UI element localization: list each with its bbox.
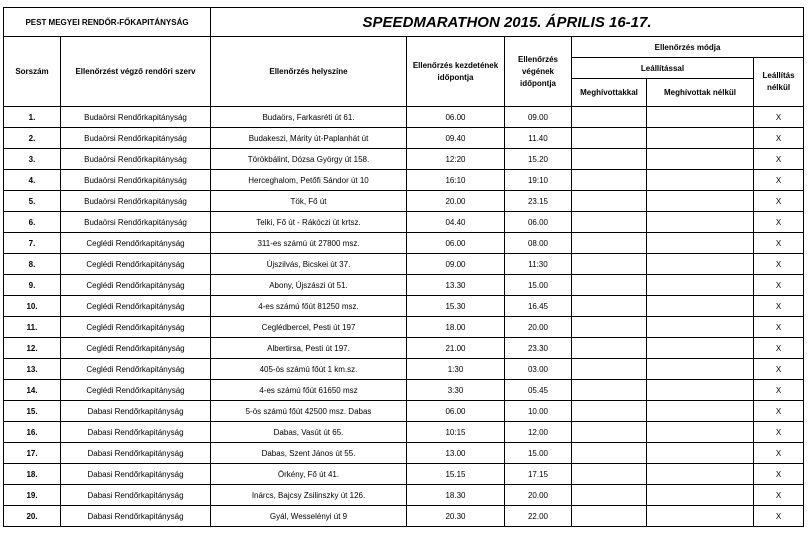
row-end: 15.00 <box>505 443 572 464</box>
row-no-stop: X <box>754 212 804 233</box>
row-location: Inárcs, Bajcsy Zsilinszky út 126. <box>211 485 407 506</box>
col-helyszin: Ellenőrzés helyszíne <box>211 37 407 107</box>
row-no-stop: X <box>754 506 804 527</box>
row-with-invited <box>572 170 647 191</box>
row-unit: Budaörsi Rendőrkapitányság <box>61 107 211 128</box>
title-row <box>4 8 804 37</box>
row-without-invited <box>647 338 754 359</box>
row-start: 15.15 <box>407 464 505 485</box>
row-start: 20.30 <box>407 506 505 527</box>
col-meghivottak-nelkul: Meghívottak nélkül <box>647 79 754 107</box>
row-end: 20.00 <box>505 485 572 506</box>
row-no-stop: X <box>754 317 804 338</box>
table-row <box>4 233 804 254</box>
row-end: 15.20 <box>505 149 572 170</box>
row-no-stop: X <box>754 443 804 464</box>
row-start: 1:30 <box>407 359 505 380</box>
row-with-invited <box>572 296 647 317</box>
row-no-stop: X <box>754 359 804 380</box>
table-row <box>4 443 804 464</box>
col-sorszam: Sorszám <box>4 37 61 107</box>
row-start: 06.00 <box>407 107 505 128</box>
row-no-stop: X <box>754 128 804 149</box>
row-no-stop: X <box>754 296 804 317</box>
row-number: 20. <box>4 506 61 527</box>
row-location: Gyál, Wesselényi út 9 <box>211 506 407 527</box>
row-no-stop: X <box>754 233 804 254</box>
row-location: Dabas, Szent János út 55. <box>211 443 407 464</box>
row-without-invited <box>647 212 754 233</box>
row-start: 18.30 <box>407 485 505 506</box>
row-unit: Budaörsi Rendőrkapitányság <box>61 212 211 233</box>
row-start: 06.00 <box>407 401 505 422</box>
row-with-invited <box>572 212 647 233</box>
row-end: 03.00 <box>505 359 572 380</box>
row-number: 15. <box>4 401 61 422</box>
col-leallitas-nelkul: Leállítás nélkül <box>754 58 804 107</box>
row-location: Dabas, Vasút út 65. <box>211 422 407 443</box>
row-end: 11:30 <box>505 254 572 275</box>
row-without-invited <box>647 422 754 443</box>
row-with-invited <box>572 443 647 464</box>
table-row <box>4 107 804 128</box>
row-end: 15.00 <box>505 275 572 296</box>
row-unit: Ceglédi Rendőrkapitányság <box>61 254 211 275</box>
row-number: 11. <box>4 317 61 338</box>
row-unit: Budaörsi Rendőrkapitányság <box>61 149 211 170</box>
row-location: Albertirsa, Pesti út 197. <box>211 338 407 359</box>
row-end: 08.00 <box>505 233 572 254</box>
speedmarathon-table <box>3 7 804 527</box>
row-with-invited <box>572 401 647 422</box>
row-number: 7. <box>4 233 61 254</box>
row-unit: Budaörsi Rendőrkapitányság <box>61 191 211 212</box>
row-without-invited <box>647 359 754 380</box>
row-end: 10.00 <box>505 401 572 422</box>
row-with-invited <box>572 233 647 254</box>
col-veg: Ellenőrzés végének időpontja <box>505 37 572 107</box>
row-no-stop: X <box>754 485 804 506</box>
col-szerv: Ellenőrzést végző rendőri szerv <box>61 37 211 107</box>
row-number: 1. <box>4 107 61 128</box>
row-unit: Ceglédi Rendőrkapitányság <box>61 359 211 380</box>
table-row <box>4 212 804 233</box>
row-end: 19:10 <box>505 170 572 191</box>
row-end: 23.15 <box>505 191 572 212</box>
row-location: Tök, Fő út <box>211 191 407 212</box>
row-start: 3:30 <box>407 380 505 401</box>
row-start: 06.00 <box>407 233 505 254</box>
row-with-invited <box>572 275 647 296</box>
row-no-stop: X <box>754 464 804 485</box>
row-with-invited <box>572 338 647 359</box>
table-row <box>4 254 804 275</box>
row-unit: Dabasi Rendőrkapitányság <box>61 401 211 422</box>
row-number: 6. <box>4 212 61 233</box>
table-row <box>4 128 804 149</box>
row-end: 20.00 <box>505 317 572 338</box>
row-number: 12. <box>4 338 61 359</box>
row-without-invited <box>647 107 754 128</box>
col-kezdet: Ellenőrzés kezdetének időpontja <box>407 37 505 107</box>
row-no-stop: X <box>754 254 804 275</box>
row-location: Abony, Újszászi út 51. <box>211 275 407 296</box>
row-without-invited <box>647 191 754 212</box>
row-location: 405-ös számú főút 1 km.sz. <box>211 359 407 380</box>
row-no-stop: X <box>754 170 804 191</box>
row-location: Újszilvás, Bicskei út 37. <box>211 254 407 275</box>
row-location: 4-es számú főút 61650 msz <box>211 380 407 401</box>
row-number: 4. <box>4 170 61 191</box>
row-start: 09.00 <box>407 254 505 275</box>
row-number: 17. <box>4 443 61 464</box>
row-unit: Ceglédi Rendőrkapitányság <box>61 338 211 359</box>
row-no-stop: X <box>754 191 804 212</box>
row-start: 04.40 <box>407 212 505 233</box>
row-without-invited <box>647 317 754 338</box>
row-end: 09.00 <box>505 107 572 128</box>
row-unit: Ceglédi Rendőrkapitányság <box>61 296 211 317</box>
document-title: SPEEDMARATHON 2015. ÁPRILIS 16-17. <box>211 8 804 37</box>
table-row <box>4 359 804 380</box>
row-location: Ceglédbercel, Pesti út 197 <box>211 317 407 338</box>
row-end: 22.00 <box>505 506 572 527</box>
row-with-invited <box>572 464 647 485</box>
row-number: 8. <box>4 254 61 275</box>
row-without-invited <box>647 254 754 275</box>
row-location: Örkény, Fő út 41. <box>211 464 407 485</box>
row-start: 12:20 <box>407 149 505 170</box>
row-number: 14. <box>4 380 61 401</box>
row-end: 06.00 <box>505 212 572 233</box>
row-end: 16.45 <box>505 296 572 317</box>
row-no-stop: X <box>754 338 804 359</box>
row-location: 311-es számú út 27800 msz. <box>211 233 407 254</box>
row-location: 5-ös számú főút 42500 msz. Dabas <box>211 401 407 422</box>
table-row <box>4 296 804 317</box>
row-number: 19. <box>4 485 61 506</box>
row-end: 17.15 <box>505 464 572 485</box>
row-no-stop: X <box>754 380 804 401</box>
table-row <box>4 191 804 212</box>
table-row <box>4 149 804 170</box>
row-with-invited <box>572 107 647 128</box>
row-location: Törökbálint, Dózsa György út 158. <box>211 149 407 170</box>
row-number: 3. <box>4 149 61 170</box>
table-row <box>4 338 804 359</box>
row-start: 20.00 <box>407 191 505 212</box>
table-row <box>4 170 804 191</box>
row-without-invited <box>647 401 754 422</box>
row-with-invited <box>572 254 647 275</box>
row-with-invited <box>572 506 647 527</box>
row-unit: Dabasi Rendőrkapitányság <box>61 422 211 443</box>
row-unit: Dabasi Rendőrkapitányság <box>61 443 211 464</box>
col-mod: Ellenőrzés módja <box>572 37 804 58</box>
table-row <box>4 506 804 527</box>
row-start: 21.00 <box>407 338 505 359</box>
table-row <box>4 464 804 485</box>
row-number: 10. <box>4 296 61 317</box>
col-meghivottakkal: Meghívottakkal <box>572 79 647 107</box>
row-start: 13.30 <box>407 275 505 296</box>
row-end: 23.30 <box>505 338 572 359</box>
row-number: 13. <box>4 359 61 380</box>
row-unit: Ceglédi Rendőrkapitányság <box>61 275 211 296</box>
row-number: 16. <box>4 422 61 443</box>
row-end: 05.45 <box>505 380 572 401</box>
row-number: 2. <box>4 128 61 149</box>
row-end: 12.00 <box>505 422 572 443</box>
row-unit: Ceglédi Rendőrkapitányság <box>61 380 211 401</box>
row-without-invited <box>647 149 754 170</box>
row-location: Herceghalom, Petőfi Sándor út 10 <box>211 170 407 191</box>
row-number: 9. <box>4 275 61 296</box>
row-number: 5. <box>4 191 61 212</box>
table-row <box>4 485 804 506</box>
row-without-invited <box>647 443 754 464</box>
row-with-invited <box>572 149 647 170</box>
table-row <box>4 275 804 296</box>
row-unit: Budaörsi Rendőrkapitányság <box>61 170 211 191</box>
row-no-stop: X <box>754 422 804 443</box>
row-without-invited <box>647 485 754 506</box>
table-row <box>4 380 804 401</box>
row-unit: Dabasi Rendőrkapitányság <box>61 485 211 506</box>
col-leallitassal: Leállítással <box>572 58 754 79</box>
row-without-invited <box>647 128 754 149</box>
row-with-invited <box>572 485 647 506</box>
row-with-invited <box>572 422 647 443</box>
row-with-invited <box>572 359 647 380</box>
row-unit: Ceglédi Rendőrkapitányság <box>61 317 211 338</box>
row-without-invited <box>647 380 754 401</box>
row-with-invited <box>572 128 647 149</box>
org-name: PEST MEGYEI RENDŐR-FŐKAPITÁNYSÁG <box>4 8 211 37</box>
row-without-invited <box>647 275 754 296</box>
row-location: Budaörs, Farkasréti út 61. <box>211 107 407 128</box>
row-end: 11.40 <box>505 128 572 149</box>
row-start: 15.30 <box>407 296 505 317</box>
table-row <box>4 317 804 338</box>
row-without-invited <box>647 170 754 191</box>
row-number: 18. <box>4 464 61 485</box>
row-unit: Dabasi Rendőrkapitányság <box>61 506 211 527</box>
header-row-1 <box>4 37 804 58</box>
table-row <box>4 401 804 422</box>
row-location: Telki, Fő út - Rákóczi út krtsz. <box>211 212 407 233</box>
row-with-invited <box>572 380 647 401</box>
row-start: 10:15 <box>407 422 505 443</box>
row-without-invited <box>647 233 754 254</box>
row-no-stop: X <box>754 401 804 422</box>
row-start: 18.00 <box>407 317 505 338</box>
row-no-stop: X <box>754 149 804 170</box>
row-start: 13.00 <box>407 443 505 464</box>
row-with-invited <box>572 317 647 338</box>
row-without-invited <box>647 506 754 527</box>
row-no-stop: X <box>754 275 804 296</box>
row-start: 09.40 <box>407 128 505 149</box>
row-unit: Dabasi Rendőrkapitányság <box>61 464 211 485</box>
row-with-invited <box>572 191 647 212</box>
row-start: 16:10 <box>407 170 505 191</box>
row-unit: Budaörsi Rendőrkapitányság <box>61 128 211 149</box>
row-location: 4-es számú főút 81250 msz. <box>211 296 407 317</box>
row-location: Budakeszi, Márity út-Paplanhát út <box>211 128 407 149</box>
row-unit: Ceglédi Rendőrkapitányság <box>61 233 211 254</box>
table-row <box>4 422 804 443</box>
row-no-stop: X <box>754 107 804 128</box>
row-without-invited <box>647 464 754 485</box>
row-without-invited <box>647 296 754 317</box>
